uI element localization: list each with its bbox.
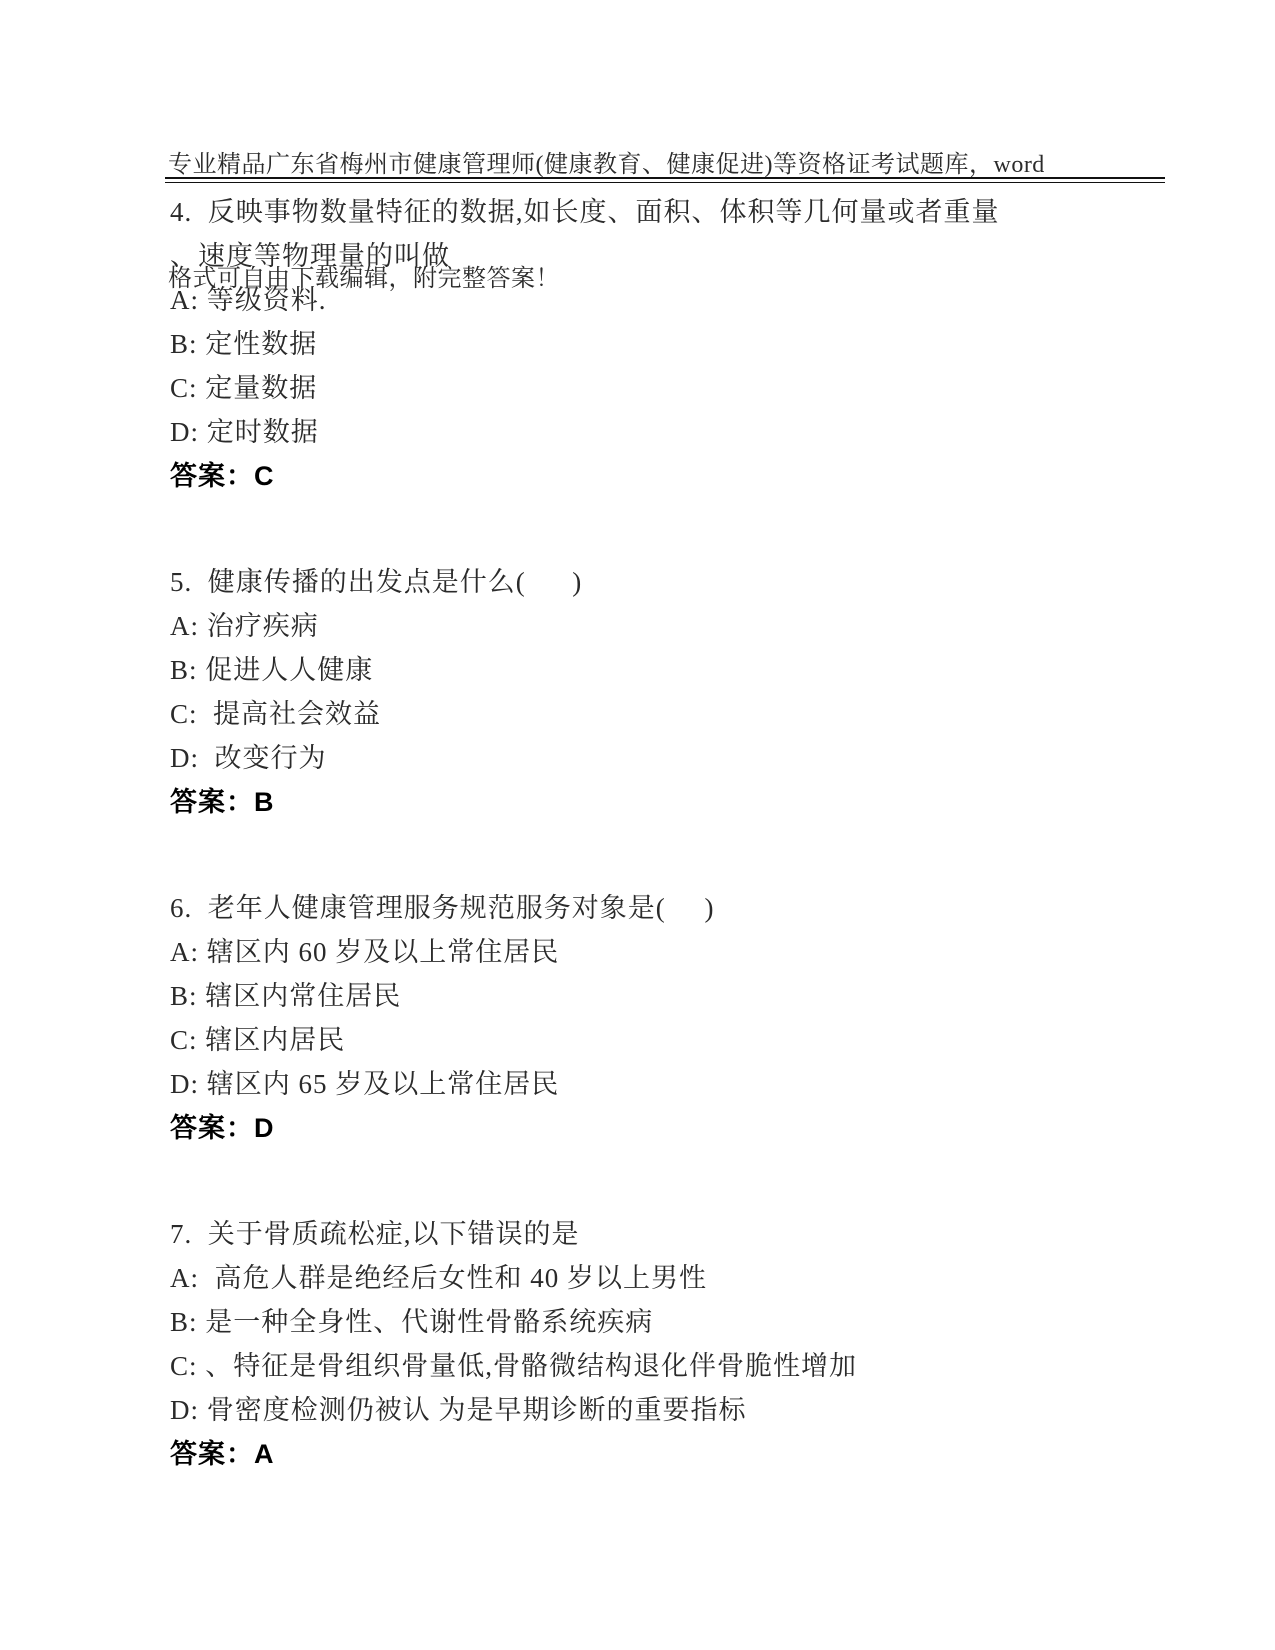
option-b: B: 促进人人健康 bbox=[170, 655, 374, 685]
option-a: A: 治疗疾病 bbox=[170, 611, 319, 641]
option-b: B: 定性数据 bbox=[170, 329, 318, 359]
question-line: 6. 老年人健康管理服务规范服务对象是( ) bbox=[170, 893, 715, 923]
answer-value: B bbox=[254, 787, 275, 817]
answer-line bbox=[170, 780, 1170, 824]
option-b: B: 是一种全身性、代谢性骨骼系统疾病 bbox=[170, 1307, 654, 1337]
question-line: 7. 关于骨质疏松症,以下错误的是 bbox=[170, 1219, 580, 1249]
question-7 bbox=[170, 1212, 1170, 1476]
option-a: A: 高危人群是绝经后女性和 40 岁以上男性 bbox=[170, 1263, 707, 1293]
question-4 bbox=[170, 190, 1170, 498]
answer-value: C bbox=[254, 461, 275, 491]
answer-label: 答案： bbox=[170, 1113, 254, 1143]
option-d: D: 定时数据 bbox=[170, 417, 319, 447]
header-separator-rule bbox=[165, 177, 1165, 183]
option-b: B: 辖区内常住居民 bbox=[170, 981, 402, 1011]
answer-value: D bbox=[254, 1113, 275, 1143]
answer-line bbox=[170, 454, 1170, 498]
option-c: C: 、特征是骨组织骨量低,骨骼微结构退化伴骨脆性增加 bbox=[170, 1351, 858, 1381]
answer-line bbox=[170, 1106, 1170, 1150]
option-c: C: 提高社会效益 bbox=[170, 699, 382, 729]
question-line: 、速度等物理量的叫做 bbox=[170, 241, 450, 271]
option-c: C: 辖区内居民 bbox=[170, 1025, 346, 1055]
option-a: A: 辖区内 60 岁及以上常住居民 bbox=[170, 937, 560, 967]
option-c: C: 定量数据 bbox=[170, 373, 318, 403]
answer-label: 答案： bbox=[170, 461, 254, 491]
answer-line bbox=[170, 1432, 1170, 1476]
answer-value: A bbox=[254, 1439, 275, 1469]
question-line: 4. 反映事物数量特征的数据,如长度、面积、体积等几何量或者重量 bbox=[170, 197, 1000, 227]
option-d: D: 骨密度检测仍被认 为是早期诊断的重要指标 bbox=[170, 1395, 747, 1425]
option-d: D: 改变行为 bbox=[170, 743, 327, 773]
question-line: 5. 健康传播的出发点是什么( ) bbox=[170, 567, 583, 597]
option-a: A: 等级资料. bbox=[170, 285, 327, 315]
answer-label: 答案： bbox=[170, 787, 254, 817]
header-line-2: 格式可自由下载编辑，附完整答案！ bbox=[168, 266, 560, 292]
questions-content bbox=[170, 190, 1170, 1476]
answer-label: 答案： bbox=[170, 1439, 254, 1469]
question-5 bbox=[170, 560, 1170, 824]
header-line-1: 专业精品广东省梅州市健康管理师(健康教育、健康促进)等资格证考试题库，word bbox=[168, 152, 1045, 178]
option-d: D: 辖区内 65 岁及以上常住居民 bbox=[170, 1069, 560, 1099]
question-6 bbox=[170, 886, 1170, 1150]
